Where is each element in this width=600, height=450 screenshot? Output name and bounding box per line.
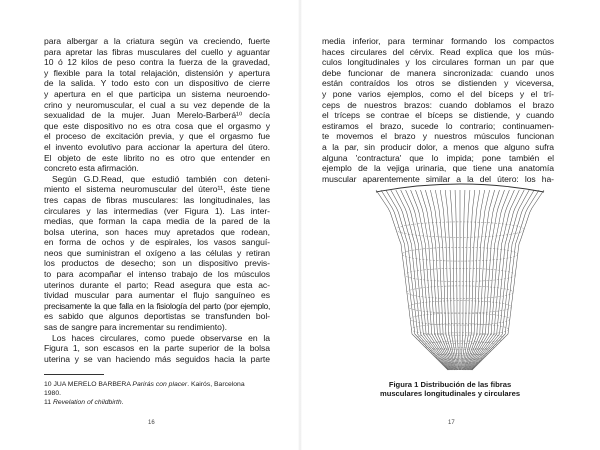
longitudinal-fiber	[461, 190, 465, 370]
left-page-body	[44, 36, 270, 364]
footnote-11	[44, 398, 270, 407]
right-page-body	[322, 36, 554, 184]
body-line: y apertura en el que participa un sistema neuroendo-	[44, 88, 270, 99]
body-line: El objeto de este librito no es otro que entender en	[44, 152, 270, 163]
body-line: to para acompañar el intenso trabajo de los músculos	[44, 269, 270, 280]
figure-caption-line-1: Figura 1 Distribución de las fibras	[388, 380, 512, 389]
page-number-right: 17	[448, 420, 455, 426]
footnote-10	[44, 380, 270, 389]
figure-caption	[340, 380, 560, 399]
body-line: es sabido que algunos deportistas se transfunden bol-	[44, 311, 270, 322]
body-line: sas de sangre para incrementar su rendimiento).	[44, 322, 227, 333]
body-line: Los haces circulares, como puede observarse en la	[52, 332, 270, 343]
footnote-rule	[44, 374, 104, 375]
body-line: alguna 'contractura' que lo impida; pone también el	[322, 152, 554, 163]
body-line: precisamente la que falla en la fisiología del parto (por ejemplo,	[44, 300, 270, 311]
footnote-10-title: Parirás con placer	[132, 381, 188, 388]
body-line: Figura 1, son escasos en la parte superior de la bolsa	[44, 343, 270, 354]
body-line: te movemos el brazo y nuestros músculos funcionan	[322, 131, 554, 142]
longitudinal-fiber	[450, 190, 459, 370]
body-line: para albergar a la criatura según va creciendo, fuerte	[44, 36, 270, 46]
longitudinal-fiber	[461, 190, 470, 370]
body-line: crino y neuromuscular, el cual a su vez depende de la	[44, 99, 270, 110]
footnote-10-suffix: . Kairós, Barcelona	[187, 381, 245, 388]
body-line: tividad muscular para aumentar el flujo sanguíneo es	[44, 290, 270, 301]
body-line: bolsa uterina, son haces muy apretados que rodean,	[44, 226, 270, 237]
body-line: el tríceps se contrae el bíceps se distiende, y cuando	[322, 110, 554, 121]
body-line: media inferior, para terminar formando los compactos	[322, 36, 554, 46]
body-line: estiramos el brazo, sucede lo contrario; continuamen-	[322, 120, 554, 131]
body-line: Según G.D.Read, que estudió también con deteni-	[52, 173, 270, 184]
body-line: en forma de ochos y de espirales, los vasos sanguí-	[44, 237, 270, 248]
body-line: a la par, sin producir dolor, a menos que alguno sufra	[322, 141, 554, 152]
footnote-11-prefix: 11	[44, 399, 53, 406]
body-line: sexualidad de la mujer. Juan Merelo-Barberá¹⁰ decía	[44, 110, 270, 121]
figure-caption-line-2: musculares longitudinales y circulares	[379, 389, 521, 399]
body-line: el proceso de excitación previa, y que el orgasmo fue	[44, 131, 270, 142]
body-line: haces circulares del cérvix. Read explica que los mús-	[322, 46, 554, 57]
body-line: tres capas de fibras musculares: las longitudinales, las	[44, 194, 270, 205]
uterus-muscle-fibers-illustration	[370, 178, 550, 378]
page-number-left: 16	[148, 420, 155, 426]
body-line: uterina y se van haciendo más seguidos hacia la parte	[44, 353, 270, 364]
body-line: circulares y las intermedias (ver Figura 1). Las inter-	[44, 205, 270, 216]
body-line: miento el sistema neuromuscular del útero¹¹, éste tiene	[44, 184, 270, 195]
footnotes	[44, 380, 270, 407]
body-line: y flexible para la total relajación, distensión y apertura	[44, 67, 270, 78]
body-line: y pone varios ejemplos, como el del bíceps y el trí-	[322, 88, 554, 99]
body-line: que este dispositivo no es otra cosa que el orgasmo y	[44, 120, 270, 131]
right-page	[300, 0, 600, 450]
body-line: ejemplo de la vejiga urinaria, que tiene una anatomía	[322, 163, 554, 174]
body-line: los productos de desecho; son un dispositivo previs-	[44, 258, 270, 269]
body-line: neos que suministran el oxígeno a las células y retiran	[44, 247, 270, 258]
body-line: para apretar las fibras musculares del cuello y aguantar	[44, 46, 270, 57]
body-line: ceps de nuestros brazos: cuando doblamos el brazo	[322, 99, 554, 110]
body-line: debe funcionar de manera sincronizada: cuando unos	[322, 67, 554, 78]
body-line: el invento evolutivo para accionar la apertura del útero.	[44, 141, 270, 152]
body-line: uterinos durante el parto; Read asegura que esta ac-	[44, 279, 270, 290]
body-line: están contraídos los otros se distienden y viceversa,	[322, 78, 554, 89]
body-line: 10 ó 12 kilos de peso contra la fuerza de la gravedad,	[44, 57, 270, 68]
footnote-11-title: Revelation of childbirth.	[52, 399, 124, 406]
longitudinal-fiber	[455, 190, 459, 370]
body-line: de la salida. Y todo esto con un dispositivo de cierre	[44, 78, 270, 89]
body-line: medias, que forman la capa media de la pared de la	[44, 216, 270, 227]
body-line: culos longitudinales y los circulares forman un par que	[322, 57, 554, 68]
footnote-10-prefix: 10 JUA MERELO BARBERA	[44, 381, 133, 388]
body-line: muscular aparentemente similar a la del útero: los ha-	[322, 173, 554, 184]
body-line: concreto esta afirmación.	[44, 163, 139, 174]
footnote-10-year: 1980.	[44, 390, 62, 397]
